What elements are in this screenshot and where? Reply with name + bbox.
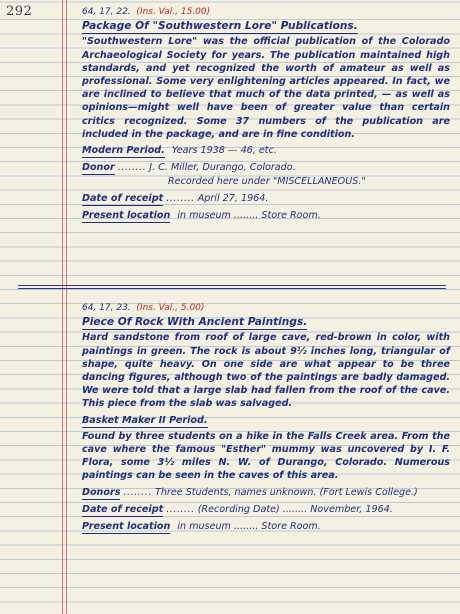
entry-1-title: Package Of "Southwestern Lore" Publications. [82, 20, 358, 34]
catalog-entry-2 [82, 302, 450, 534]
entry-2-donors-value: Three Students, names unknown. (Fort Lewis College.) [154, 486, 418, 498]
entry-2-receipt-label: Date of receipt [82, 503, 163, 517]
entry-1-location-label: Present location [82, 209, 170, 223]
entry-1-donor-label: Donor [82, 161, 115, 175]
entry-1-period-row [82, 144, 450, 158]
entry-2-period-row [82, 414, 450, 428]
entry-1-description: "Southwestern Lore" was the official publication of the Colorado Archaeological Society for years. The publication maintained high standards, and yet recognized the worth of amateur as well as professional. Some very enlightening articles appeared. In fact, we are inclined to believe that much of the data printed, — as well as opinions—might well have been of greater value than certain critics recognized. Some 37 numbers of the publication are included in the package, and are in fine condition. [82, 36, 450, 140]
entry-2-receipt-value: (Recording Date) ........ November, 1964. [197, 503, 393, 515]
entry-2-title: Piece Of Rock With Ancient Paintings. [82, 316, 307, 330]
entry-1-location-row [82, 209, 450, 223]
page-number: 292 [6, 4, 33, 19]
entry-1-period-value: Years 1938 — 46, etc. [171, 145, 277, 157]
catalog-entry-1 [82, 6, 450, 223]
entry-1-donor-note: Recorded here under "MISCELLANEOUS." [168, 176, 366, 188]
entry-1-donor-row: Donor ........ J. C. Miller, Durango, Colorado. [82, 161, 450, 175]
margin-line-left [62, 0, 63, 614]
entry-2-found-text: Found by three students on a hike in the Falls Creek area. From the cave where the famous "Esther" mummy was uncovered by I. F. Flora, some 3½ miles N. W. of Durango, Colorado. Numerous paintings can be seen in the caves of this area. [82, 430, 450, 482]
entry-1-receipt-row: Date of receipt ........ April 27, 1964. [82, 192, 450, 206]
entry-2-location-value: in museum ........ Store Room. [177, 521, 321, 533]
entry-1-valuation: (Ins. Val., 15.00) [136, 7, 211, 17]
entry-2-receipt-row: Date of receipt ........ (Recording Date) ........ November, 1964. [82, 503, 450, 517]
entry-2-valuation: (Ins. Val., 5.00) [136, 303, 205, 313]
entry-2-description: Hard sandstone from roof of large cave, red-brown in color, with paintings in green. The rock is about 9½ inches long, triangular of shape, quite heavy. On one side are what appear to be three dancing figures, although two of the paintings are badly damaged. We were told that a large slab had fallen from the roof of the cave. This piece from the slab was salvaged. [82, 332, 450, 410]
entry-1-period-label: Modern Period. [82, 144, 165, 158]
entry-1-receipt-value: April 27, 1964. [197, 192, 269, 204]
entry-divider-bottom [18, 288, 446, 289]
entry-2-location-label: Present location [82, 520, 170, 534]
entry-2-catalog-number: 64, 17, 23. [82, 303, 131, 313]
margin-line-left-inner [66, 0, 67, 614]
entry-1-header [82, 6, 450, 19]
entry-2-header [82, 302, 450, 315]
entry-1-catalog-number: 64, 17, 22. [82, 7, 131, 17]
entry-1-receipt-label: Date of receipt [82, 192, 163, 206]
entry-1-donor-value: J. C. Miller, Durango, Colorado. [149, 162, 296, 174]
entry-2-period-label: Basket Maker II Period. [82, 414, 208, 428]
entry-divider-top [18, 285, 446, 286]
entry-2-location-row [82, 520, 450, 534]
entry-1-location-value: in museum ........ Store Room. [177, 209, 321, 221]
entry-2-donors-label: Donors [82, 486, 120, 500]
entry-2-donors-row: Donors ........ Three Students, names unknown. (Fort Lewis College.) [82, 486, 450, 500]
